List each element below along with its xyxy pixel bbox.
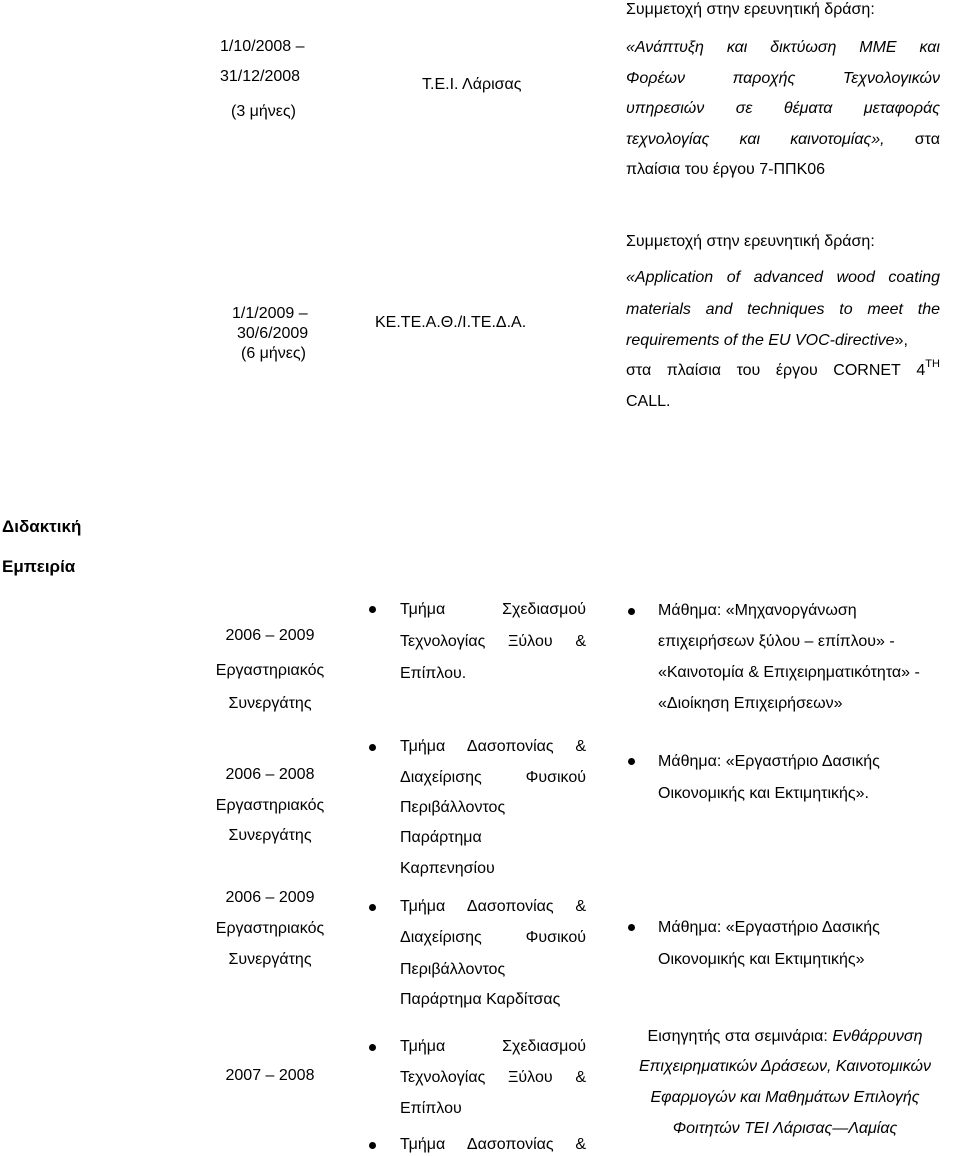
section-title: Εμπειρία: [2, 557, 76, 576]
teach-years: 2006 – 2009: [225, 627, 315, 644]
department-line: Περιβάλλοντος: [400, 799, 506, 816]
institution: ΚΕ.ΤΕ.Α.Θ./Ι.ΤΕ.Δ.Α.: [375, 314, 527, 331]
department-line: Παράρτημα: [400, 829, 482, 846]
project-line: «Application of advanced wood coating: [626, 269, 940, 286]
department-line: Τμήμα Σχεδιασμού: [400, 1038, 586, 1055]
department-line: Διαχείρισης Φυσικού: [400, 929, 586, 946]
department-line: Επίπλου.: [400, 665, 467, 682]
department-line: Τμήμα Δασοπονίας &: [400, 898, 586, 915]
section-title: Διδακτική: [2, 517, 82, 536]
teach-role: Συνεργάτης: [228, 951, 312, 968]
project-line: materials and techniques to meet the: [626, 301, 940, 318]
bullet-icon: [628, 758, 635, 765]
superscript: ΤΗ: [925, 358, 940, 370]
department-line: Τμήμα Δασοπονίας &: [400, 738, 586, 755]
project-line: στα πλαίσια του έργου CORNET $4^{TH}$: [626, 358, 940, 379]
research-intro: Συμμετοχή στην ερευνητική δράση:: [626, 1, 875, 18]
teach-years: 2006 – 2009: [225, 889, 315, 906]
project-line: «Ανάπτυξη και δικτύωση ΜΜΕ και: [626, 39, 940, 56]
teach-role: Εργαστηριακός: [215, 662, 325, 679]
seminar-line: Φοιτητών ΤΕΙ Λάρισας—Λαμίας: [672, 1120, 898, 1137]
course-line: επιχειρήσεων ξύλου – επίπλου» -: [658, 633, 895, 650]
teach-role: Συνεργάτης: [228, 827, 312, 844]
research-intro: Συμμετοχή στην ερευνητική δράση:: [626, 233, 875, 250]
seminar-line: Επιχειρηματικών Δράσεων, Καινοτομικών: [639, 1058, 931, 1075]
project-line: υπηρεσιών σε θέματα μεταφοράς: [626, 100, 940, 117]
department-line: Καρπενησίου: [400, 860, 495, 877]
teach-role: Εργαστηριακός: [215, 797, 325, 814]
teach-years: 2006 – 2008: [225, 766, 315, 783]
bullet-icon: [369, 904, 376, 911]
date-from: 1/10/2008 –: [220, 38, 305, 55]
department-line: Τεχνολογίας Ξύλου &: [400, 633, 586, 650]
date-to: 31/12/2008: [220, 68, 301, 85]
department-line: Επίπλου: [400, 1100, 462, 1117]
department-line: Περιβάλλοντος: [400, 961, 506, 978]
course-line: «Διοίκηση Επιχειρήσεων»: [658, 695, 843, 712]
course-line: Μάθημα: «Μηχανοργάνωση: [658, 602, 857, 619]
teach-role: Εργαστηριακός: [215, 920, 325, 937]
bullet-icon: [369, 1142, 376, 1149]
course-line: Οικονομικής και Εκτιμητικής»: [658, 951, 865, 968]
date-to: 30/6/2009: [237, 325, 309, 342]
project-line: requirements of the EU VOC-directive»,: [626, 332, 908, 349]
department-line: Παράρτημα Καρδίτσας: [400, 991, 561, 1008]
course-line: Οικονομικής και Εκτιμητικής».: [658, 785, 869, 802]
course-line: «Καινοτομία & Επιχειρηματικότητα» -: [658, 664, 920, 681]
bullet-icon: [369, 744, 376, 751]
duration: (6 μήνες): [241, 345, 306, 362]
duration: (3 μήνες): [231, 103, 296, 120]
seminar-line: Εφαρμογών και Μαθημάτων Επιλογής: [650, 1089, 920, 1106]
project-line: Φορέων παροχής Τεχνολογικών: [626, 70, 940, 87]
course-line: Μάθημα: «Εργαστήριο Δασικής: [658, 919, 880, 936]
department-line: Τμήμα Σχεδιασμού: [400, 601, 586, 618]
bullet-icon: [369, 606, 376, 613]
bullet-icon: [628, 924, 635, 931]
course-line: Μάθημα: «Εργαστήριο Δασικής: [658, 753, 880, 770]
project-line: CALL.: [626, 393, 671, 410]
department-line: Διαχείρισης Φυσικού: [400, 769, 586, 786]
project-line: τεχνολογίας και καινοτομίας», στα: [626, 131, 940, 148]
project-line: πλαίσια του έργου 7-ΠΠΚ06: [626, 161, 826, 178]
seminar-line: Εισηγητής στα σεμινάρια: Ενθάρρυνση: [647, 1028, 923, 1045]
bullet-icon: [628, 608, 635, 615]
institution: Τ.Ε.Ι. Λάρισας: [422, 76, 522, 93]
date-from: 1/1/2009 –: [232, 305, 308, 322]
teach-years: 2007 – 2008: [225, 1067, 315, 1084]
department-line: Τεχνολογίας Ξύλου &: [400, 1069, 586, 1086]
teach-role: Συνεργάτης: [228, 695, 312, 712]
department-line: Τμήμα Δασοπονίας &: [400, 1136, 586, 1153]
bullet-icon: [369, 1044, 376, 1051]
